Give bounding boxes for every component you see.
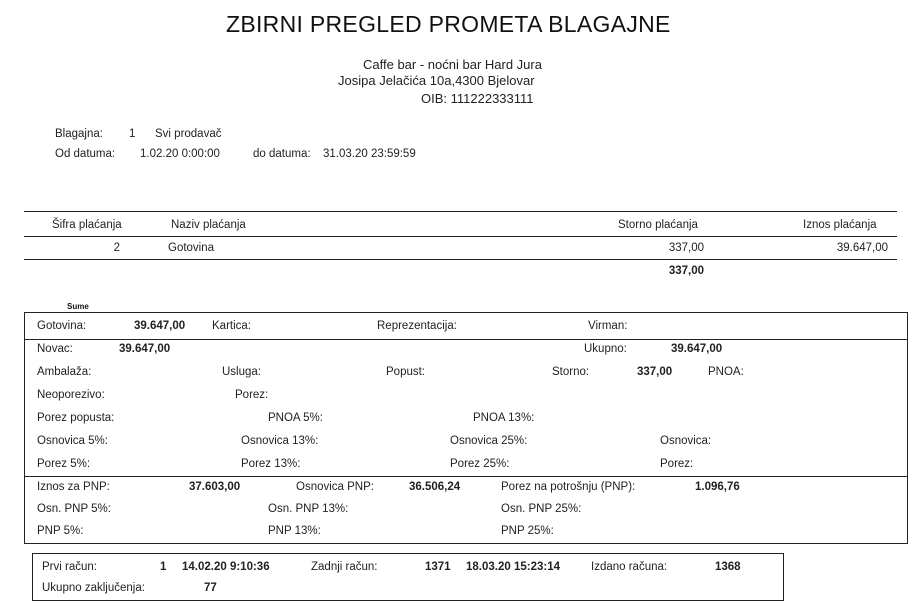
- reprezentacija-label: Reprezentacija:: [377, 320, 457, 332]
- table-top-border: [24, 211, 897, 212]
- company-address: Josipa Jelačića 10a,4300 Bjelovar: [338, 73, 535, 88]
- osn-pnp13-label: Osn. PNP 13%:: [268, 503, 349, 515]
- ukupno-label: Ukupno:: [584, 343, 627, 355]
- porez13-label: Porez 13%:: [241, 458, 301, 470]
- zadnji-racun-label: Zadnji račun:: [311, 561, 378, 573]
- pnoa5-label: PNOA 5%:: [268, 412, 323, 424]
- storno-value: 337,00: [637, 366, 673, 378]
- osnovica5-label: Osnovica 5%:: [37, 435, 108, 447]
- ukupno-zakljucenja-label: Ukupno zaključenja:: [42, 582, 145, 594]
- prvi-racun-date: 14.02.20 9:10:36: [182, 561, 270, 573]
- row-iznos: 39.647,00: [836, 242, 888, 254]
- col-header-iznos: Iznos plaćanja: [803, 219, 877, 231]
- porez5-label: Porez 5%:: [37, 458, 91, 470]
- ukupno-zakljucenja-value: 77: [204, 582, 217, 594]
- row-sifra: 2: [113, 242, 120, 254]
- ambalaza-label: Ambalaža:: [37, 366, 92, 378]
- iznos-pnp-value: 37.603,00: [189, 481, 241, 493]
- od-datuma-label: Od datuma:: [55, 148, 116, 160]
- zadnji-racun-number: 1371: [425, 561, 451, 573]
- company-oib: OIB: 111222333111: [421, 91, 534, 106]
- zadnji-racun-date: 18.03.20 15:23:14: [466, 561, 560, 573]
- izdano-racuna-value: 1368: [715, 561, 741, 573]
- neoporezivo-label: Neoporezivo:: [37, 389, 105, 401]
- porez25-label: Porez 25%:: [450, 458, 510, 470]
- gotovina-value: 39.647,00: [134, 320, 186, 332]
- izdano-racuna-label: Izdano računa:: [591, 561, 668, 573]
- report-title: ZBIRNI PREGLED PROMETA BLAGAJNE: [226, 11, 671, 37]
- pnoa13-label: PNOA 13%:: [473, 412, 535, 424]
- osnovica-pnp-label: Osnovica PNP:: [296, 481, 374, 493]
- storno-label: Storno:: [552, 366, 590, 378]
- col-header-sifra: Šifra plaćanja: [52, 219, 122, 231]
- porez-popusta-label: Porez popusta:: [37, 412, 115, 424]
- col-header-naziv: Naziv plaćanja: [171, 219, 246, 231]
- do-datuma-label: do datuma:: [253, 148, 311, 160]
- blagajna-label: Blagajna:: [55, 128, 103, 140]
- novac-label: Novac:: [37, 343, 73, 355]
- pnp5-label: PNP 5%:: [37, 525, 84, 537]
- table-bottom-border: [24, 259, 897, 260]
- popust-label: Popust:: [386, 366, 425, 378]
- porez-label: Porez:: [235, 389, 269, 401]
- col-header-storno: Storno plaćanja: [618, 219, 698, 231]
- storno-total: 337,00: [668, 265, 704, 277]
- porez-pnp-value: 1.096,76: [695, 481, 740, 493]
- sume-divider: [24, 339, 908, 340]
- do-datuma-value: 31.03.20 23:59:59: [323, 148, 416, 160]
- osn-pnp25-label: Osn. PNP 25%:: [501, 503, 582, 515]
- prodavac-value: Svi prodavač: [155, 128, 222, 140]
- osnovica-pnp-value: 36.506,24: [409, 481, 461, 493]
- novac-value: 39.647,00: [119, 343, 171, 355]
- osn-pnp5-label: Osn. PNP 5%:: [37, 503, 111, 515]
- blagajna-value: 1: [129, 128, 136, 140]
- row-storno: 337,00: [668, 242, 704, 254]
- sume-label: Sume: [67, 302, 89, 311]
- porez2-label: Porez:: [660, 458, 694, 470]
- pnp13-label: PNP 13%:: [268, 525, 321, 537]
- usluga-label: Usluga:: [222, 366, 261, 378]
- gotovina-label: Gotovina:: [37, 320, 87, 332]
- ukupno-value: 39.647,00: [671, 343, 723, 355]
- prvi-racun-label: Prvi račun:: [42, 561, 97, 573]
- porez-pnp-label: Porez na potrošnju (PNP):: [501, 481, 636, 493]
- iznos-pnp-label: Iznos za PNP:: [37, 481, 110, 493]
- pnp25-label: PNP 25%:: [501, 525, 554, 537]
- osnovica25-label: Osnovica 25%:: [450, 435, 528, 447]
- prvi-racun-number: 1: [160, 561, 167, 573]
- company-name: Caffe bar - noćni bar Hard Jura: [363, 57, 542, 72]
- pnoa-label: PNOA:: [708, 366, 744, 378]
- od-datuma-value: 1.02.20 0:00:00: [140, 148, 220, 160]
- kartica-label: Kartica:: [212, 320, 251, 332]
- virman-label: Virman:: [588, 320, 628, 332]
- osnovica13-label: Osnovica 13%:: [241, 435, 319, 447]
- table-header-border: [24, 236, 897, 237]
- pnp-divider: [24, 476, 908, 477]
- row-naziv: Gotovina: [168, 242, 215, 254]
- osnovica-label: Osnovica:: [660, 435, 712, 447]
